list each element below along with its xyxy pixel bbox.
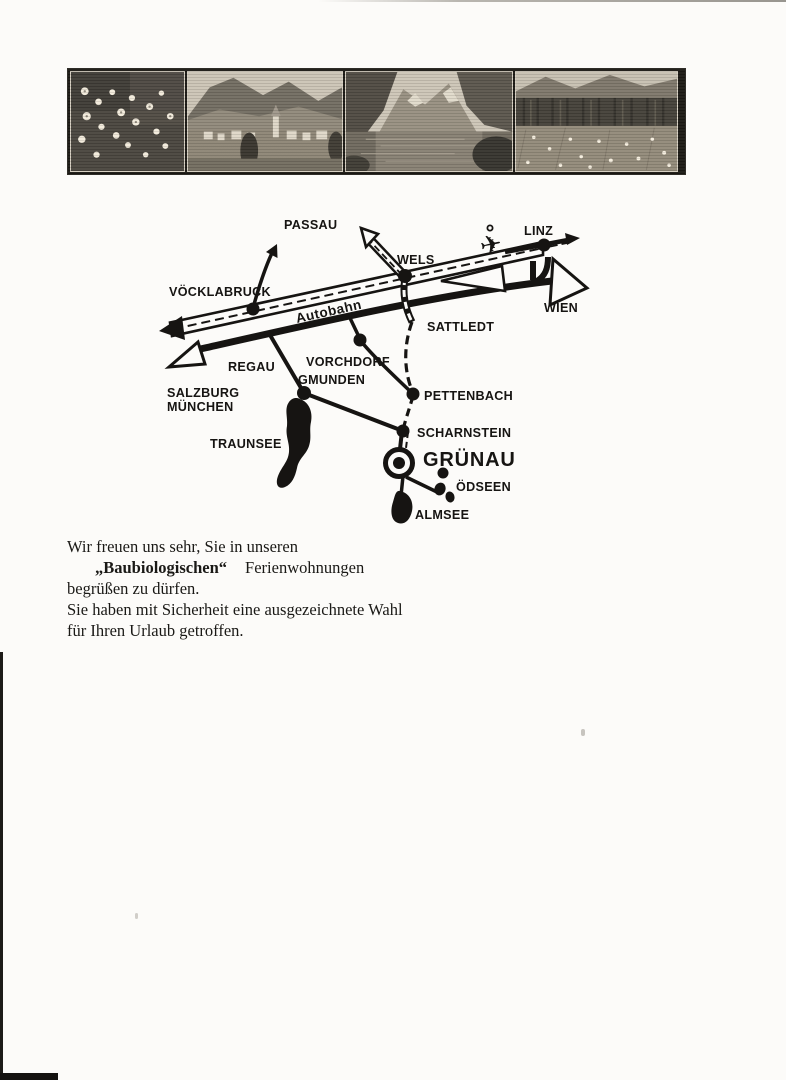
map-label-sattledt: SATTLEDT <box>427 320 495 334</box>
flower-meadow-image <box>516 72 677 171</box>
map-label-oedseen: ÖDSEEN <box>456 480 511 494</box>
intro-line-3: begrüßen zu dürfen. <box>67 579 200 598</box>
road-gruenau-oedseen <box>406 477 437 492</box>
map-label-muenchen: MÜNCHEN <box>167 400 234 414</box>
scan-artifact-speck <box>135 913 138 919</box>
baubiologischen-emphasis: „Baubiologischen“ <box>95 558 228 577</box>
arrow-salzburg <box>169 342 205 367</box>
intro-line-4: Sie haben mit Sicherheit eine ausgezeichnete Wahl <box>67 600 403 619</box>
photo-flower-meadow <box>515 71 678 172</box>
map-label-scharnstein: SCHARNSTEIN <box>417 426 512 440</box>
photo-mountain-lake <box>345 71 513 172</box>
road-voecklabruck-north <box>253 253 272 308</box>
scan-artifact-left-edge <box>0 652 3 1080</box>
photo-alpine-flowers <box>70 71 185 172</box>
intro-line-5: für Ihren Urlaub getroffen. <box>67 621 244 640</box>
map-label-wien: WIEN <box>544 301 579 315</box>
map-label-salzburg: SALZBURG <box>167 386 240 400</box>
scan-artifact-speck <box>581 729 585 736</box>
intro-line-2 <box>67 557 487 578</box>
road-gmunden-scharnstein <box>304 393 403 431</box>
village-church-image <box>188 72 342 171</box>
town-dot-scharnstein <box>397 425 410 438</box>
map-label-almsee: ALMSEE <box>415 508 470 522</box>
photo-village-church <box>187 71 343 172</box>
arrow-wien <box>550 259 587 305</box>
scan-artifact-top-line <box>318 0 786 2</box>
town-dot-gmunden <box>297 386 311 400</box>
lake-traunsee <box>277 398 312 488</box>
mountain-lake-image <box>346 72 512 171</box>
map-label-passau: PASSAU <box>284 218 338 232</box>
map-label-autobahn: Autobahn <box>294 296 364 326</box>
town-dot-voecklabruck <box>247 303 260 316</box>
town-dot-linz <box>538 239 551 252</box>
airplane-icon: ✈ <box>477 228 505 263</box>
lake-oedseen-1 <box>433 481 448 497</box>
arrow-east <box>565 233 580 245</box>
town-dot-vorchdorf <box>354 334 367 347</box>
map-label-regau: REGAU <box>228 360 275 374</box>
map-label-linz: LINZ <box>524 224 554 238</box>
welcome-text-block <box>67 536 487 641</box>
intro-line-2-rest: Ferienwohnungen <box>245 558 365 577</box>
map-label-gruenau: GRÜNAU <box>423 449 516 471</box>
gruenau-bullseye-center <box>393 457 405 469</box>
location-map <box>150 200 610 540</box>
lake-almsee <box>391 491 412 524</box>
town-dot-wels <box>398 269 412 283</box>
lake-oedseen-2 <box>444 491 456 504</box>
map-label-voecklabruck: VÖCKLABRUCK <box>169 285 271 299</box>
exit-ramp-curve <box>537 257 548 281</box>
town-dot-pettenbach <box>407 388 420 401</box>
route-sattledt-pettenbach <box>406 322 413 393</box>
photo-strip <box>67 68 686 175</box>
map-label-vorchdorf: VORCHDORF <box>306 355 390 369</box>
scan-artifact-bottom-edge <box>0 1073 58 1080</box>
map-label-pettenbach: PETTENBACH <box>424 389 514 403</box>
map-label-gmunden: GMUNDEN <box>298 373 366 387</box>
map-label-wels: WELS <box>397 253 435 267</box>
intro-line-1: Wir freuen uns sehr, Sie in unseren <box>67 537 298 556</box>
alpine-flowers-image <box>71 72 184 171</box>
map-label-traunsee: TRAUNSEE <box>210 437 282 451</box>
